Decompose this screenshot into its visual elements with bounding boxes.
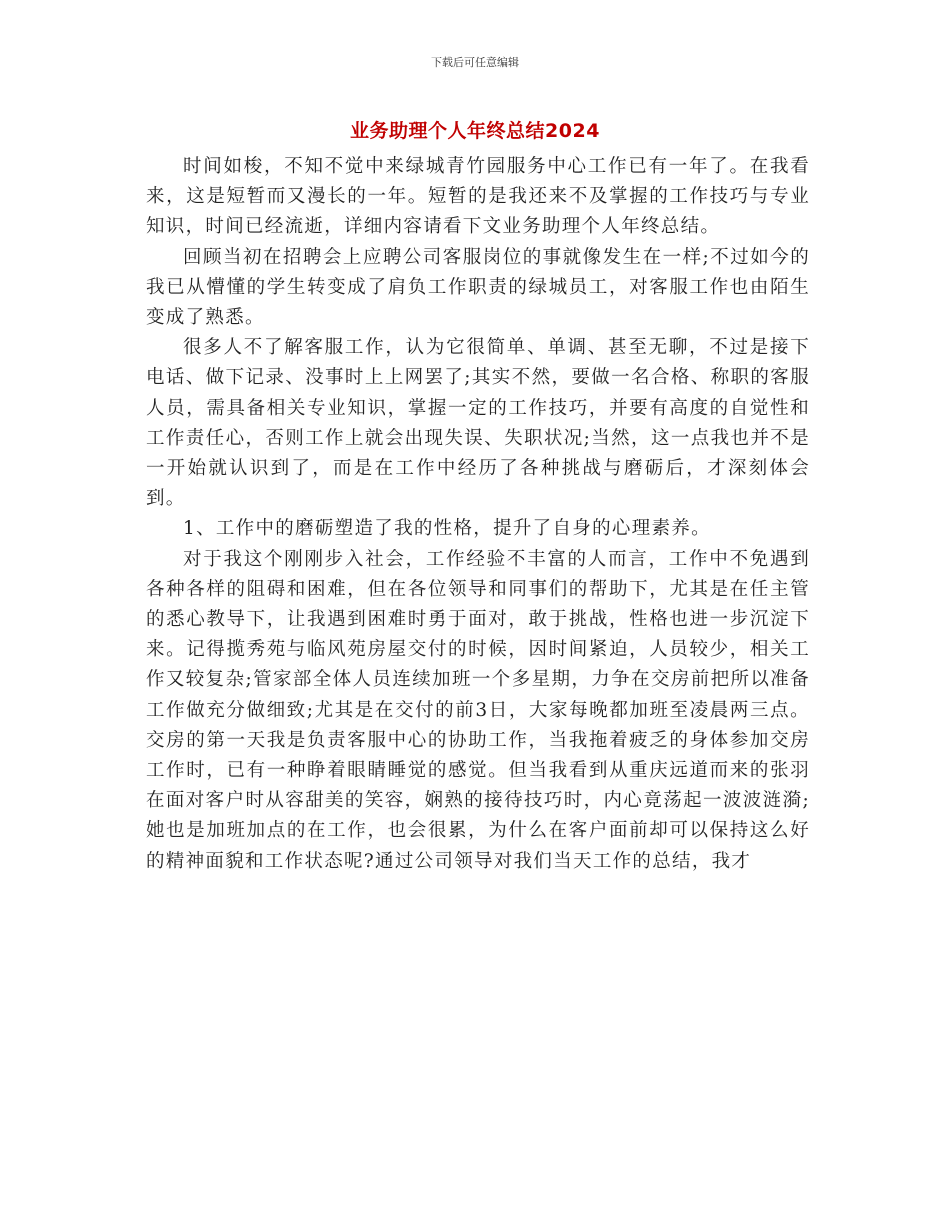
paragraph-2: 回顾当初在招聘会上应聘公司客服岗位的事就像发生在一样;不过如今的我已从懵懂的学生转变成了肩负工作职责的绿城员工，对客服工作也由陌生变成了熟悉。	[146, 246, 810, 329]
section-heading-1: 1、工作中的磨砺塑造了我的性格，提升了自身的心理素养。	[183, 518, 711, 540]
document-body	[146, 152, 810, 877]
paragraph-3: 很多人不了解客服工作，认为它很简单、单调、甚至无聊，不过是接下电话、做下记录、没事时上上网罢了;其实不然，要做一名合格、称职的客服人员，需具备相关专业知识，掌握一定的工作技巧，并要有高度的自觉性和工作责任心，否则工作上就会出现失误、失职状况;当然，这一点我也并不是一开始就认识到了，而是在工作中经历了各种挑战与磨砺后，才深刻体会到。	[146, 337, 810, 510]
paragraph-4: 对于我这个刚刚步入社会，工作经验不丰富的人而言，工作中不免遇到各种各样的阻碍和困难，但在各位领导和同事们的帮助下，尤其是在任主管的悉心教导下，让我遇到困难时勇于面对，敢于挑战，性格也进一步沉淀下来。记得揽秀苑与临风苑房屋交付的时候，因时间紧迫，人员较少，相关工作又较复杂;管家部全体人员连续加班一个多星期，力争在交房前把所以准备工作做充分做细致;尤其是在交付的前3日，大家每晚都加班至凌晨两三点。交房的第一天我是负责客服中心的协助工作，当我拖着疲乏的身体参加交房工作时，已有一种睁着眼睛睡觉的感觉。但当我看到从重庆远道而来的张羽在面对客户时从容甜美的笑容，娴熟的接待技巧时，内心竟荡起一波波涟漪;她也是加班加点的在工作，也会很累，为什么在客户面前却可以保持这么好的精神面貌和工作状态呢?通过公司领导对我们当天工作的总结，我才	[146, 548, 810, 872]
header-note: 下载后可任意编辑	[431, 56, 519, 69]
paragraph-1: 时间如梭，不知不觉中来绿城青竹园服务中心工作已有一年了。在我看来，这是短暂而又漫长的一年。短暂的是我还来不及掌握的工作技巧与专业知识，时间已经流逝，详细内容请看下文业务助理个人年终总结。	[146, 156, 810, 238]
document-title: 业务助理个人年终总结2024	[350, 120, 600, 142]
